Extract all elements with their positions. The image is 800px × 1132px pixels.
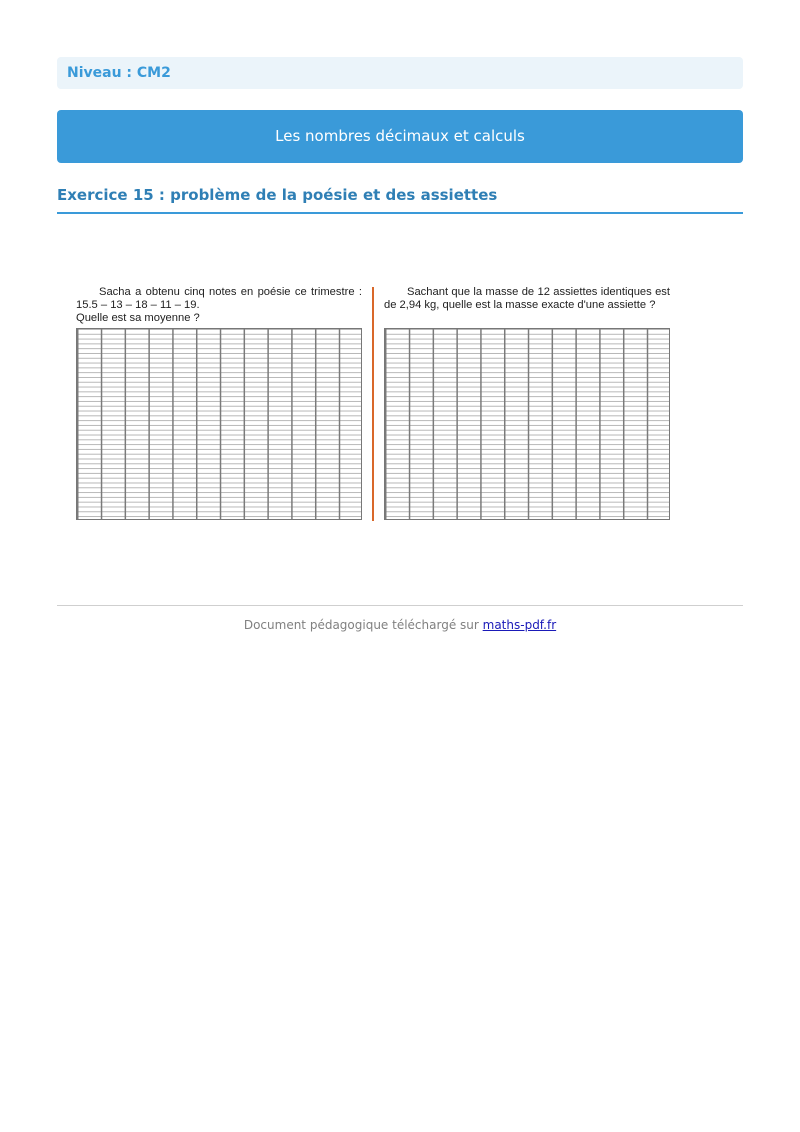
problem-text-plates <box>384 286 670 328</box>
problem-panel-poetry <box>76 286 362 520</box>
problem-text-poetry <box>76 286 362 328</box>
answer-grid-poetry <box>76 328 362 520</box>
problem-question: Quelle est sa moyenne ? <box>76 312 200 324</box>
problem-statement: Sacha a obtenu cinq notes en poésie ce trimestre : 15.5 – 13 – 18 – 11 – 19. <box>76 286 362 311</box>
level-label: Niveau : CM2 <box>57 57 743 89</box>
answer-grid-plates <box>384 328 670 520</box>
problem-statement: Sachant que la masse de 12 assiettes identiques est de 2,94 kg, quelle est la masse exacte d'une assiette ? <box>384 286 670 311</box>
footer-text: Document pédagogique téléchargé sur <box>243 618 483 632</box>
problem-panel-plates <box>384 286 670 520</box>
footer-link[interactable]: maths-pdf.fr <box>482 618 557 632</box>
column-separator <box>372 287 374 521</box>
footer <box>57 618 743 632</box>
exercise-title: Exercice 15 : problème de la poésie et des assiettes <box>57 186 498 204</box>
lesson-title-banner: Les nombres décimaux et calculs <box>57 110 743 163</box>
footer-divider <box>57 605 743 606</box>
exercise-title-underline <box>57 212 743 214</box>
